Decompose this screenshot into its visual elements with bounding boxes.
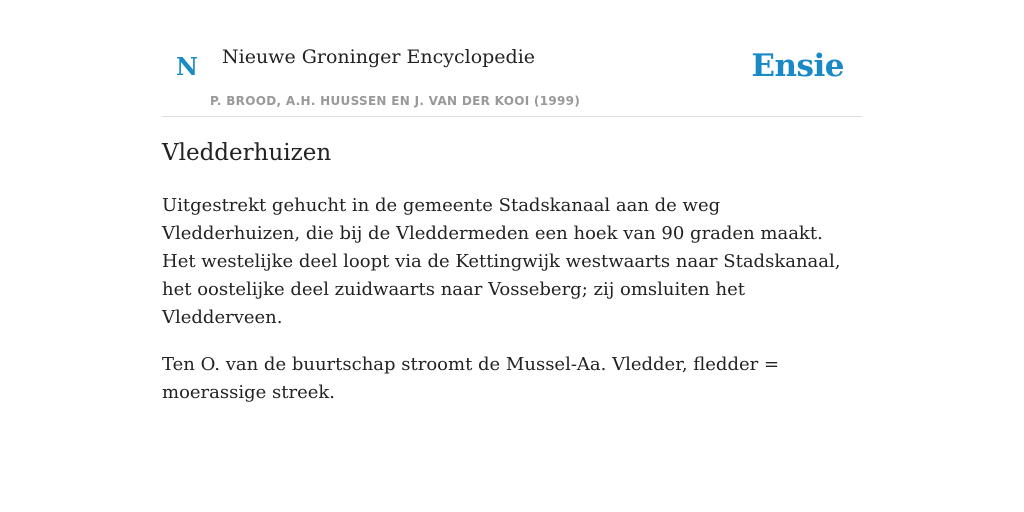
source-title[interactable]: Nieuwe Groninger Encyclopedie: [222, 46, 536, 68]
encyclopedia-logo[interactable]: N: [176, 52, 198, 81]
source-header: [162, 0, 862, 117]
article-paragraph: Uitgestrekt gehucht in de gemeente Stadskanaal aan de weg Vledderhuizen, die bij de Vleddermeden een hoek van 90 graden maakt. Het westelijke deel loopt via de Kettingwijk westwaarts naar Stadskanaal, het oostelijke deel zuidwaarts naar Vosseberg; zij omsluiten het Vledderveen.: [162, 195, 841, 328]
article-paragraph: Ten O. van de buurtschap stroomt de Mussel-Aa. Vledder, fledder = moerassige streek.: [162, 354, 780, 403]
page-container: [162, 0, 862, 403]
ensie-brand-logo[interactable]: Ensie: [751, 48, 844, 84]
article-title: Vledderhuizen: [162, 140, 332, 166]
article-body: [162, 192, 862, 426]
source-authors: P. BROOD, A.H. HUUSSEN EN J. VAN DER KOOI (1999): [210, 94, 581, 108]
